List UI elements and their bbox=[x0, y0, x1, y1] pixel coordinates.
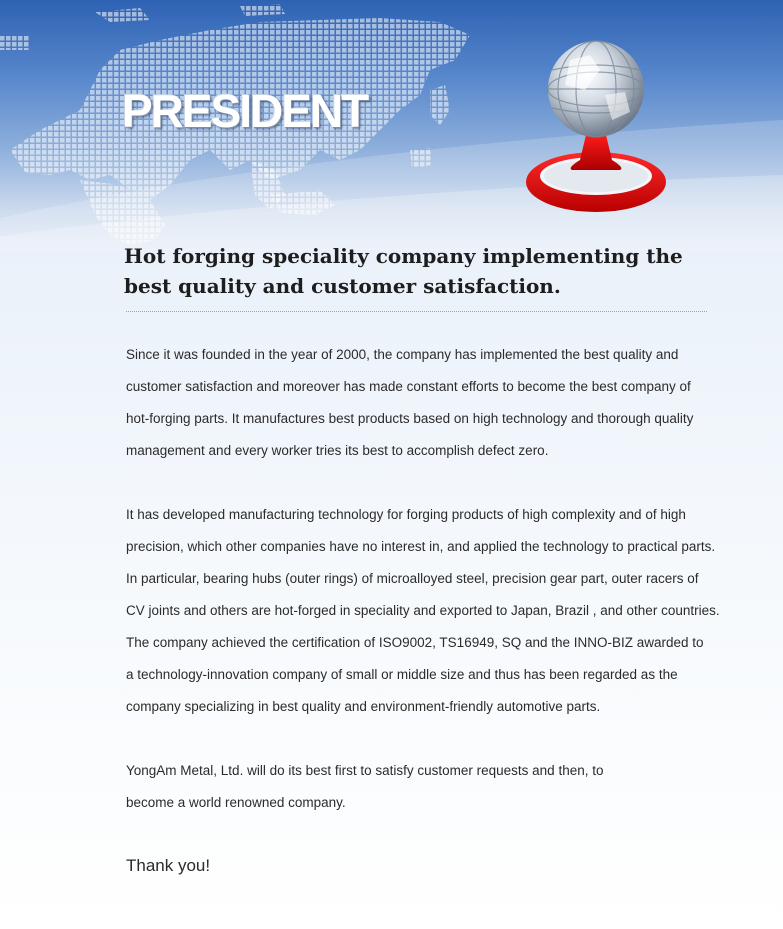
page-title: PRESIDENT bbox=[122, 85, 368, 137]
dotted-divider bbox=[126, 311, 707, 312]
paragraph-1 bbox=[126, 339, 766, 467]
paragraph-line: The company achieved the certification of ISO9002, TS16949, SQ and the INNO-BIZ awarded to bbox=[126, 635, 704, 650]
headline bbox=[124, 241, 714, 301]
paragraph-line: company specializing in best quality and environment-friendly automotive parts. bbox=[126, 699, 601, 714]
headline-line-2: best quality and customer satisfaction. bbox=[124, 274, 561, 298]
globe-on-red-stand-icon bbox=[526, 41, 666, 212]
paragraph-line: customer satisfaction and moreover has made constant efforts to become the best company of bbox=[126, 379, 691, 394]
paragraph-3 bbox=[126, 755, 766, 819]
paragraph-line: hot-forging parts. It manufactures best products based on high technology and thorough quality bbox=[126, 411, 694, 426]
paragraph-2 bbox=[126, 499, 766, 723]
headline-line-1: Hot forging speciality company implementing the bbox=[124, 244, 683, 268]
paragraph-line: In particular, bearing hubs (outer rings) of microalloyed steel, precision gear part, outer racers of bbox=[126, 571, 699, 586]
paragraph-line: Since it was founded in the year of 2000, the company has implemented the best quality and bbox=[126, 347, 679, 362]
paragraph-line: precision, which other companies have no interest in, and applied the technology to practical parts. bbox=[126, 539, 716, 554]
paragraph-line: a technology-innovation company of small or middle size and thus has been regarded as the bbox=[126, 667, 678, 682]
paragraph-line: CV joints and others are hot-forged in speciality and exported to Japan, Brazil , and other countries. bbox=[126, 603, 720, 618]
paragraph-line: management and every worker tries its best to accomplish defect zero. bbox=[126, 443, 549, 458]
world-map-banner-graphic bbox=[0, 0, 783, 250]
header-banner bbox=[0, 0, 783, 250]
president-message bbox=[126, 339, 766, 851]
paragraph-line: It has developed manufacturing technology for forging products of high complexity and of high bbox=[126, 507, 686, 522]
closing-thank-you: Thank you! bbox=[126, 856, 211, 875]
paragraph-line: YongAm Metal, Ltd. will do its best first to satisfy customer requests and then, to bbox=[126, 763, 604, 778]
paragraph-line: become a world renowned company. bbox=[126, 795, 346, 810]
